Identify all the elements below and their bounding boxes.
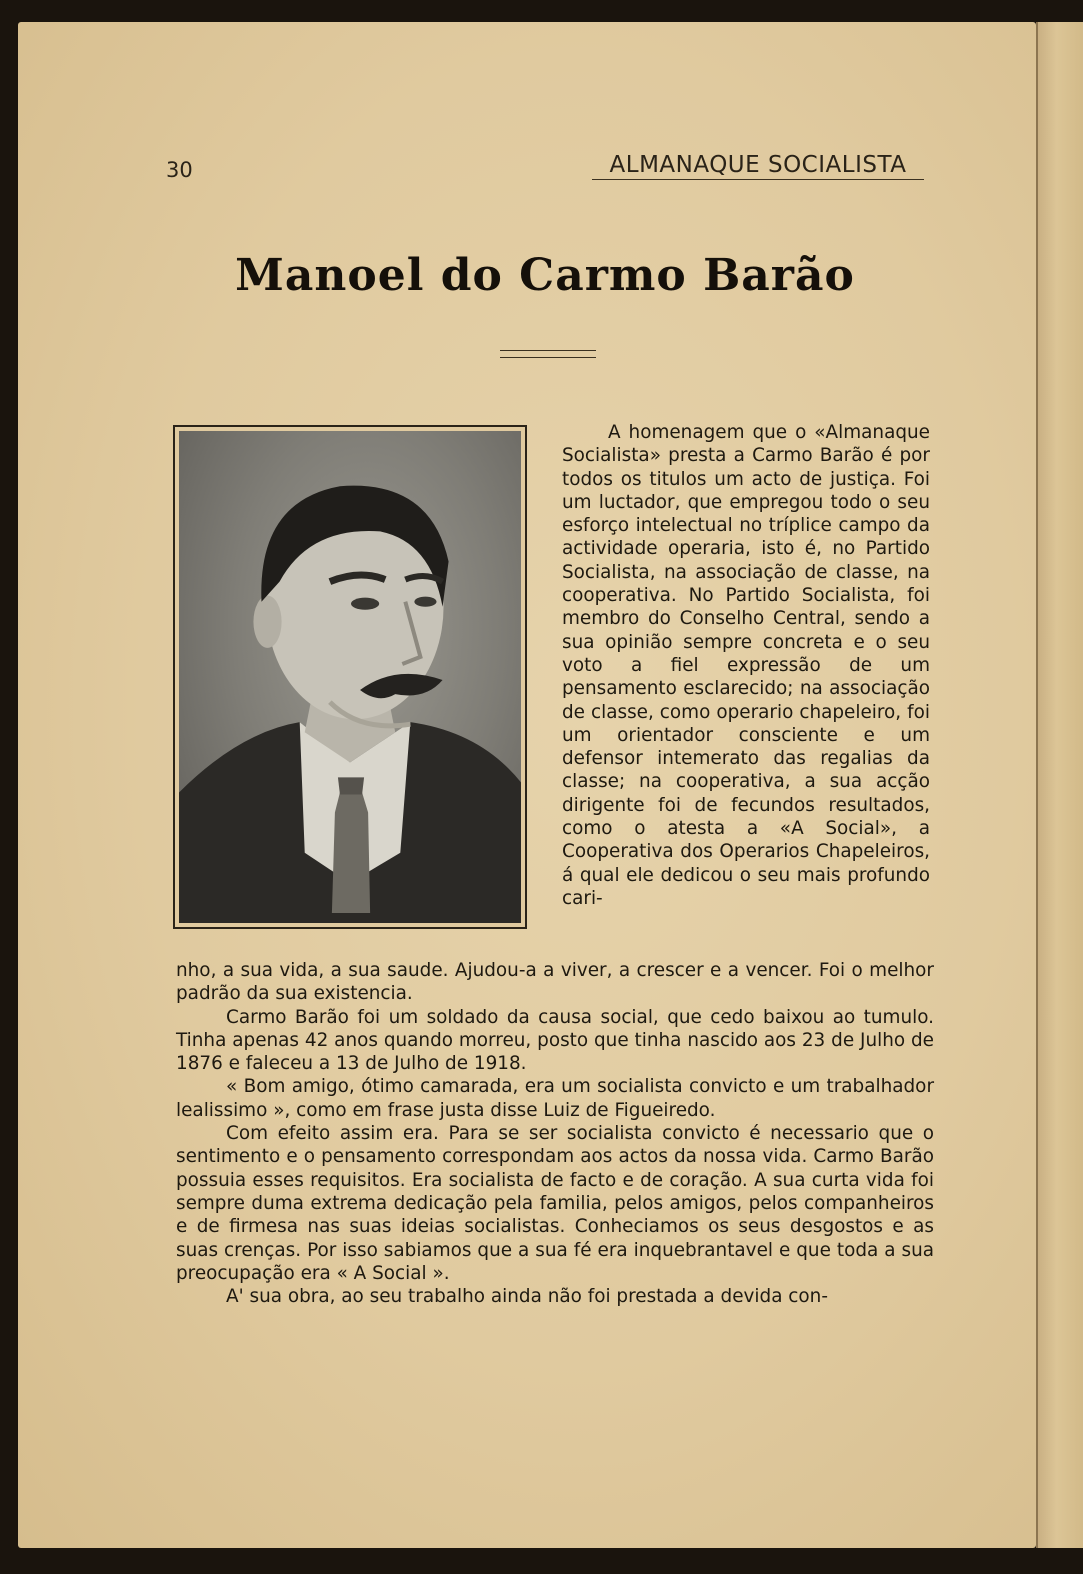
paragraph-5: A' sua obra, ao seu trabalho ainda não foi prestada a devida con- xyxy=(226,1286,828,1308)
portrait-illustration xyxy=(179,431,521,923)
running-head: ALMANAQUE SOCIALISTA xyxy=(592,152,924,180)
column-text xyxy=(562,421,930,910)
portrait-frame xyxy=(173,425,527,929)
page-number: 30 xyxy=(166,158,193,182)
body-text xyxy=(176,959,934,1308)
article-title: Manoel do Carmo Barão xyxy=(235,250,855,301)
paragraph-2: Carmo Barão foi um soldado da causa social, que cedo baixou ao tumulo. Tinha apenas 42 anos quando morreu, posto que tinha nascido aos 23 de Julho de 1876 e faleceu a 13 de Julho de 1918. xyxy=(176,1006,934,1075)
paragraph-1-continuation: nho, a sua vida, a sua saude. Ajudou-a a viver, a crescer e a vencer. Foi o melhor padrão da sua existencia. xyxy=(176,960,934,1005)
paragraph-3: « Bom amigo, ótimo camarada, era um socialista convicto e um trabalhador lealissimo », como em frase justa disse Luiz de Figueiredo. xyxy=(176,1076,934,1121)
paragraph-4: Com efeito assim era. Para se ser socialista convicto é necessario que o sentimento e o pensamento correspondam aos actos da nossa vida. Carmo Barão possuia esses requisitos. Era socialista de facto e de coração. A sua curta vida foi sempre duma extrema dedicação pela familia, pelos amigos, pelos companheiros e de firmesa nas suas ideias socialistas. Conheciamos os seus desgostos e as suas crenças. Por isso sabiamos que a sua fé era inquebrantavel e que toda a sua preocupação era « A Social ». xyxy=(176,1123,934,1284)
title-divider xyxy=(500,350,596,358)
next-page-edge xyxy=(1036,22,1083,1548)
portrait-photo xyxy=(179,431,521,923)
paragraph-1: A homenagem que o «Almanaque Socialista» presta a Carmo Barão é por todos os titulos um acto de justiça. Foi um luctador, que empregou todo o seu esforço intelectual no tríplice campo da actividade operaria, isto é, no Partido Socialista, na associação de classe, na cooperativa. No Partido Socialista, foi membro do Conselho Central, sendo a sua opinião sempre concreta e o seu voto a fiel expressão de um pensamento esclarecido; na associação de classe, como operario chapeleiro, foi um orientador consciente e um defensor intemerato das regalias da classe; na cooperativa, a sua acção dirigente foi de fecundos resultados, como o atesta a «A Social», a Cooperativa dos Operarios Chapeleiros, á qual ele dedicou o seu mais profundo cari- xyxy=(562,422,930,909)
